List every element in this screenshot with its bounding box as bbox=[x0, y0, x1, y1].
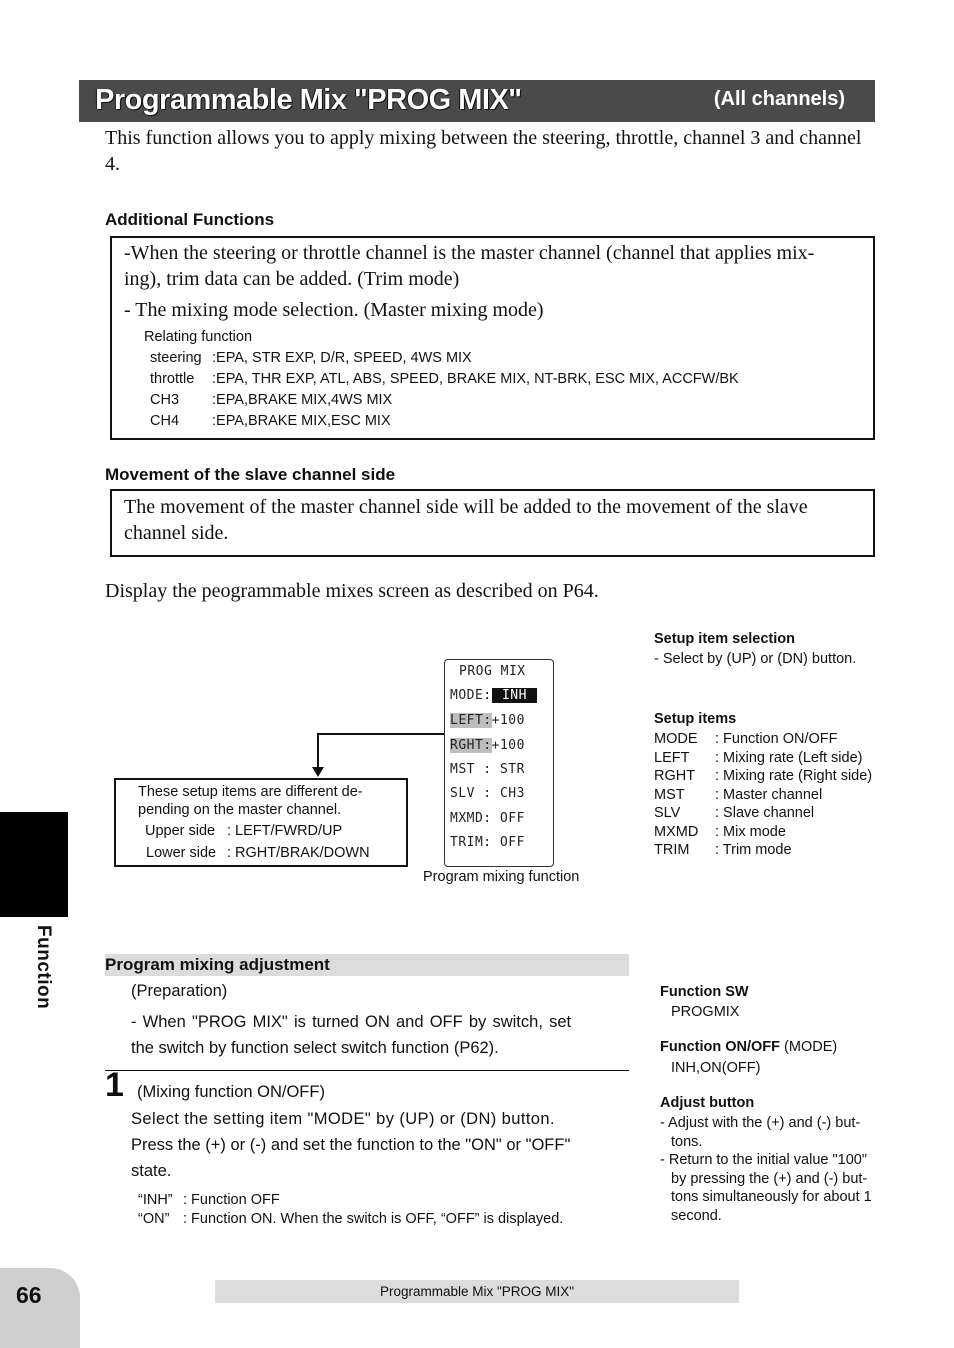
setup-item-mxmd: MXMD : Mix mode bbox=[654, 823, 786, 840]
callout-upper-key: Upper side bbox=[145, 823, 216, 839]
setup-item-slv: SLV : Slave channel bbox=[654, 805, 815, 821]
lcd-trim-row: TRIM: OFF bbox=[450, 835, 525, 850]
step-title: (Mixing function ON/OFF) bbox=[137, 1083, 325, 1101]
preparation-line-2: the switch by function select switch function (P62). bbox=[131, 1039, 499, 1057]
relating-list bbox=[150, 348, 850, 432]
slave-box bbox=[110, 489, 875, 557]
slave-line-2: channel side. bbox=[124, 522, 229, 544]
lcd-left-row: LEFT:+100 bbox=[450, 713, 525, 728]
intro-paragraph: This function allows you to apply mixing between the steering, throttle, channel 3 and channel 4. bbox=[105, 127, 862, 175]
inh-key: “INH” bbox=[138, 1192, 173, 1208]
lcd-slv-row: SLV : CH3 bbox=[450, 786, 525, 801]
lcd-mode-value: INH bbox=[493, 688, 536, 703]
lcd-title: PROG MIX bbox=[459, 664, 526, 679]
adjust-button-heading: Adjust button bbox=[660, 1095, 755, 1111]
relating-row-steering: steering :EPA, STR EXP, D/R, SPEED, 4WS MIX bbox=[150, 350, 472, 366]
callout-lower-key: Lower side bbox=[146, 845, 217, 861]
slave-heading: Movement of the slave channel side bbox=[105, 465, 396, 484]
section-tab-marker bbox=[0, 812, 68, 917]
lcd-mode-row: MODE: INH bbox=[450, 688, 536, 703]
lcd-rght-label: RGHT: bbox=[450, 738, 492, 753]
function-onoff-heading: Function ON/OFF (MODE) bbox=[660, 1039, 838, 1055]
inh-value: : Function OFF bbox=[183, 1192, 280, 1208]
function-sw-value: PROGMIX bbox=[671, 1004, 740, 1020]
setup-item-trim: TRIM : Trim mode bbox=[654, 842, 792, 858]
additional-functions-heading: Additional Functions bbox=[105, 210, 275, 229]
setup-item-mst: MST : Master channel bbox=[654, 786, 823, 803]
adjust-line-1: - Adjust with the (+) and (-) but- bbox=[660, 1115, 861, 1131]
step-number: 1 bbox=[105, 1066, 124, 1104]
display-note: Display the peogrammable mixes screen as described on P64. bbox=[105, 580, 599, 602]
lcd-rght-row: RGHT:+100 bbox=[450, 738, 525, 753]
callout-line-2: pending on the master channel. bbox=[138, 802, 342, 818]
preparation-line-1: - When "PROG MIX" is turned ON and OFF by switch, set bbox=[131, 1013, 572, 1031]
on-value: : Function ON. When the switch is OFF, “OFF” is displayed. bbox=[183, 1211, 564, 1227]
section-tab-label: Function bbox=[33, 925, 54, 1010]
callout-lower-value: : RGHT/BRAK/DOWN bbox=[227, 845, 370, 861]
callout-box bbox=[114, 778, 408, 867]
slave-line-1: The movement of the master channel side will be added to the movement of the slave bbox=[124, 496, 808, 518]
adjust-line-2: tons. bbox=[671, 1134, 703, 1150]
adjustment-heading-bar bbox=[105, 954, 629, 976]
relating-row-throttle: throttle :EPA, THR EXP, ATL, ABS, SPEED, BRAKE MIX, NT-BRK, ESC MIX, ACCFW/BK bbox=[150, 371, 739, 387]
lcd-mst-row: MST : STR bbox=[450, 762, 525, 777]
step-divider bbox=[105, 1070, 629, 1071]
relating-row-ch3: CH3 :EPA,BRAKE MIX,4WS MIX bbox=[150, 392, 393, 408]
callout-arrow bbox=[300, 725, 460, 785]
step-line-2: Press the (+) or (-) and set the function to the "ON" or "OFF" bbox=[131, 1136, 571, 1154]
callout-line-1: These setup items are different de- bbox=[138, 784, 363, 800]
setup-selection-heading: Setup item selection bbox=[654, 631, 796, 647]
title-bar bbox=[79, 80, 875, 122]
setup-item-rght: RGHT : Mixing rate (Right side) bbox=[654, 768, 873, 784]
page-title: Programmable Mix "PROG MIX" bbox=[95, 84, 522, 116]
setup-items-heading: Setup items bbox=[654, 711, 737, 727]
setup-item-left: LEFT : Mixing rate (Left side) bbox=[654, 749, 863, 766]
step-line-1: Select the setting item "MODE" by (UP) or (DN) button. bbox=[131, 1110, 555, 1128]
setup-item-mode: MODE : Function ON/OFF bbox=[654, 731, 838, 747]
page-subtitle: (All channels) bbox=[713, 88, 845, 110]
preparation-label: (Preparation) bbox=[131, 982, 228, 1000]
step-line-3: state. bbox=[131, 1162, 172, 1180]
adjust-line-6: second. bbox=[671, 1208, 722, 1224]
relating-label: Relating function bbox=[144, 329, 253, 345]
relating-row-ch4: CH4 :EPA,BRAKE MIX,ESC MIX bbox=[150, 413, 391, 429]
function-onoff-value: INH,ON(OFF) bbox=[671, 1060, 761, 1076]
additional-line-1b: ing), trim data can be added. (Trim mode) bbox=[124, 268, 460, 290]
adjust-line-4: by pressing the (+) and (-) but- bbox=[671, 1171, 868, 1187]
page-number: 66 bbox=[16, 1282, 42, 1308]
setup-items-list bbox=[654, 730, 884, 860]
adjust-line-3: - Return to the initial value "100" bbox=[660, 1152, 867, 1168]
adjust-line-5: tons simultaneously for about 1 bbox=[671, 1189, 872, 1205]
lcd-left-label: LEFT: bbox=[450, 713, 492, 728]
lcd-mxmd-row: MXMD: OFF bbox=[450, 811, 525, 826]
lcd-screen bbox=[444, 659, 554, 867]
on-key: “ON” bbox=[138, 1211, 170, 1227]
callout-upper-value: : LEFT/FWRD/UP bbox=[227, 823, 343, 839]
running-footer: Programmable Mix "PROG MIX" bbox=[215, 1280, 739, 1303]
lcd-caption: Program mixing function bbox=[423, 869, 580, 885]
additional-line-1: -When the steering or throttle channel is the master channel (channel that applies mix- bbox=[124, 242, 815, 264]
adjustment-heading: Program mixing adjustment bbox=[105, 955, 330, 974]
additional-line-2: - The mixing mode selection. (Master mixing mode) bbox=[124, 299, 544, 321]
setup-selection-text: - Select by (UP) or (DN) button. bbox=[654, 651, 857, 667]
function-sw-heading: Function SW bbox=[660, 984, 749, 1000]
additional-functions-box bbox=[110, 236, 875, 440]
